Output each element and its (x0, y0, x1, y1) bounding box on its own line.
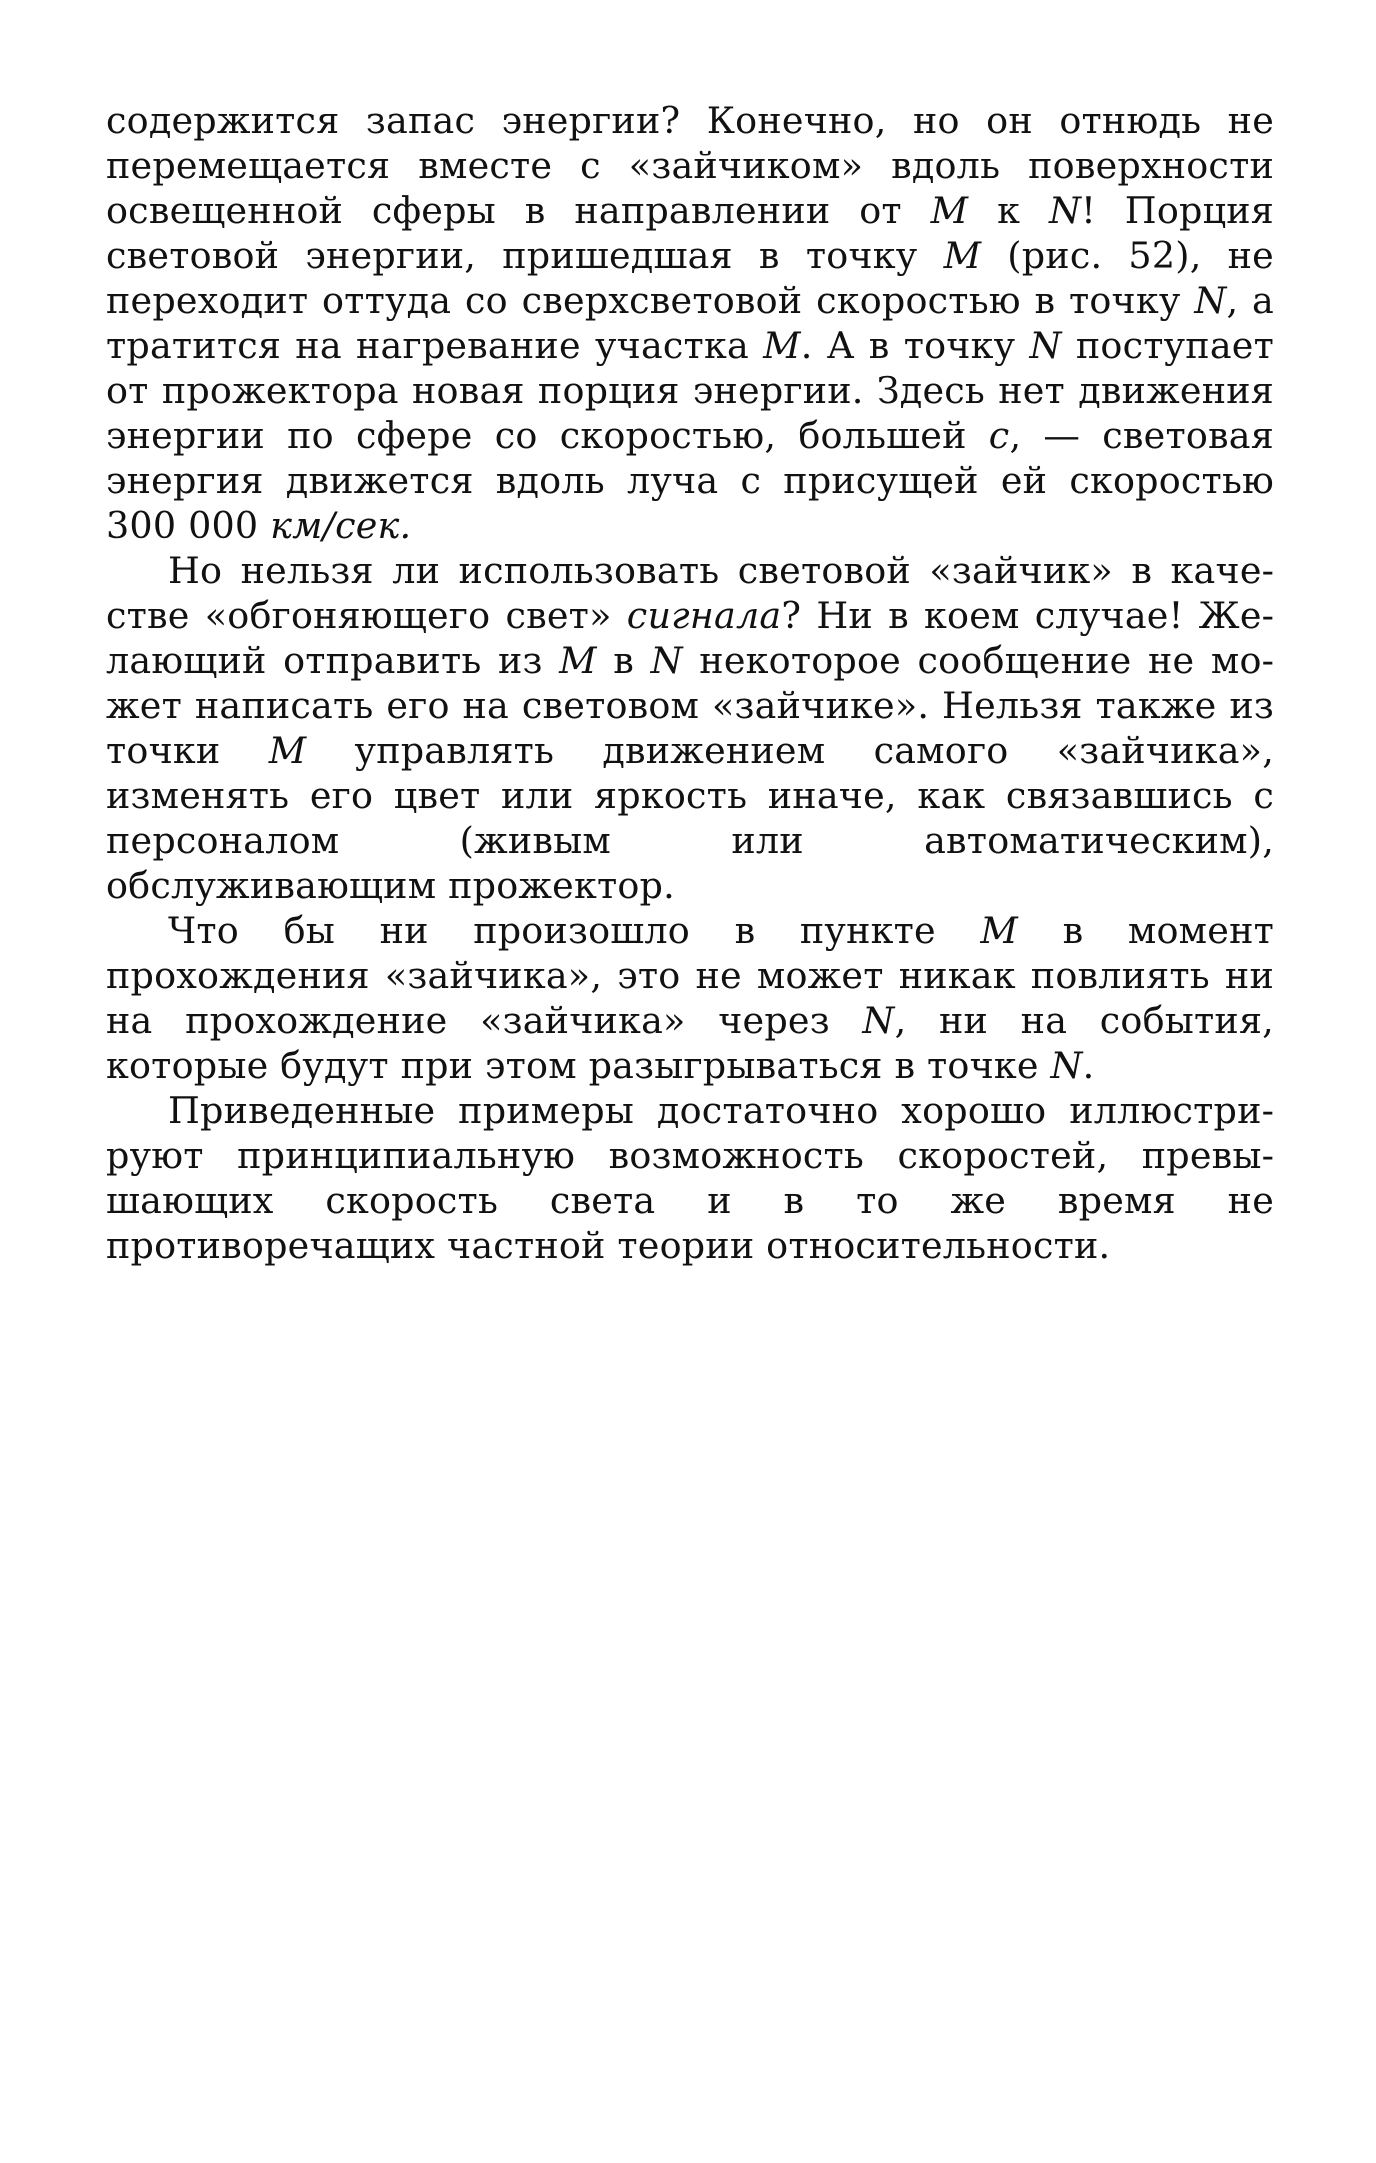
paragraph-4 (106, 1088, 1274, 1268)
italic-text-segment: М (763, 324, 801, 367)
text-segment: ! Порция световой энергии, пришедшая в точку (106, 189, 1274, 277)
italic-text-segment: М (559, 639, 597, 682)
text-segment: . (1082, 1044, 1095, 1087)
italic-text-segment: N (1194, 279, 1227, 322)
paragraph-3 (106, 908, 1274, 1088)
text-segment: Приведенные примеры достаточно хорошо иллюстрируют принципиальную возможность скоростей, превышающих скорость света и в то же время не противоречащих частной теории относительности. (106, 1089, 1274, 1267)
page-body (106, 98, 1274, 1268)
paragraph-1 (106, 98, 1274, 548)
text-segment: , ни на события, которые будут при этом разыгрываться в точке (106, 999, 1274, 1087)
text-segment: Но нельзя ли использовать световой «зайчик» в качестве «обгоняющего свет» (106, 549, 1274, 637)
text-segment: управлять движением самого «зайчика», изменять его цвет или яркость иначе, как связавшись с персоналом (живым или автоматическим), обслуживающим прожектор. (106, 729, 1274, 907)
paragraph-2 (106, 548, 1274, 908)
text-segment: (рис. 52), не переходит оттуда со сверхсветовой скоростью в точку (106, 234, 1274, 322)
italic-text-segment: N (1048, 189, 1082, 232)
text-segment: к (968, 189, 1049, 232)
italic-text-segment: N (1050, 1044, 1083, 1087)
italic-text-segment: М (268, 729, 307, 772)
italic-text-segment: сигнала (626, 594, 782, 637)
italic-text-segment: М (943, 234, 982, 277)
text-segment: в (596, 639, 651, 682)
text-segment: , — световая энергия движется вдоль луча с присущей ей скоростью 300 000 (106, 414, 1274, 547)
text-segment: . А в точку (800, 324, 1030, 367)
italic-text-segment: N (862, 999, 895, 1042)
text-segment: , а тратится на нагревание участка (106, 279, 1274, 367)
text-segment: некоторое сообщение не может написать его на световом «зайчике». Нельзя также из точки (106, 639, 1274, 772)
text-segment: в момент прохождения «зайчика», это не может никак повлиять ни на прохождение «зайчика» через (106, 909, 1274, 1042)
text-segment: поступает от прожектора новая порция энергии. Здесь нет движения энергии по сфере со скоростью, большей (106, 324, 1274, 457)
italic-text-segment: М (980, 909, 1018, 952)
italic-text-segment: с (988, 414, 1010, 457)
italic-text-segment: км/сек. (270, 504, 412, 547)
italic-text-segment: М (930, 189, 969, 232)
italic-text-segment: N (1029, 324, 1062, 367)
text-segment: Что бы ни произошло в пункте (168, 909, 981, 952)
text-segment: содержится запас энергии? Конечно, но он отнюдь не перемещается вместе с «зайчиком» вдоль поверхности освещенной сферы в направлении от (106, 99, 1274, 232)
text-segment: ? Ни в коем случае! Желающий отправить из (106, 594, 1274, 682)
italic-text-segment: N (650, 639, 683, 682)
